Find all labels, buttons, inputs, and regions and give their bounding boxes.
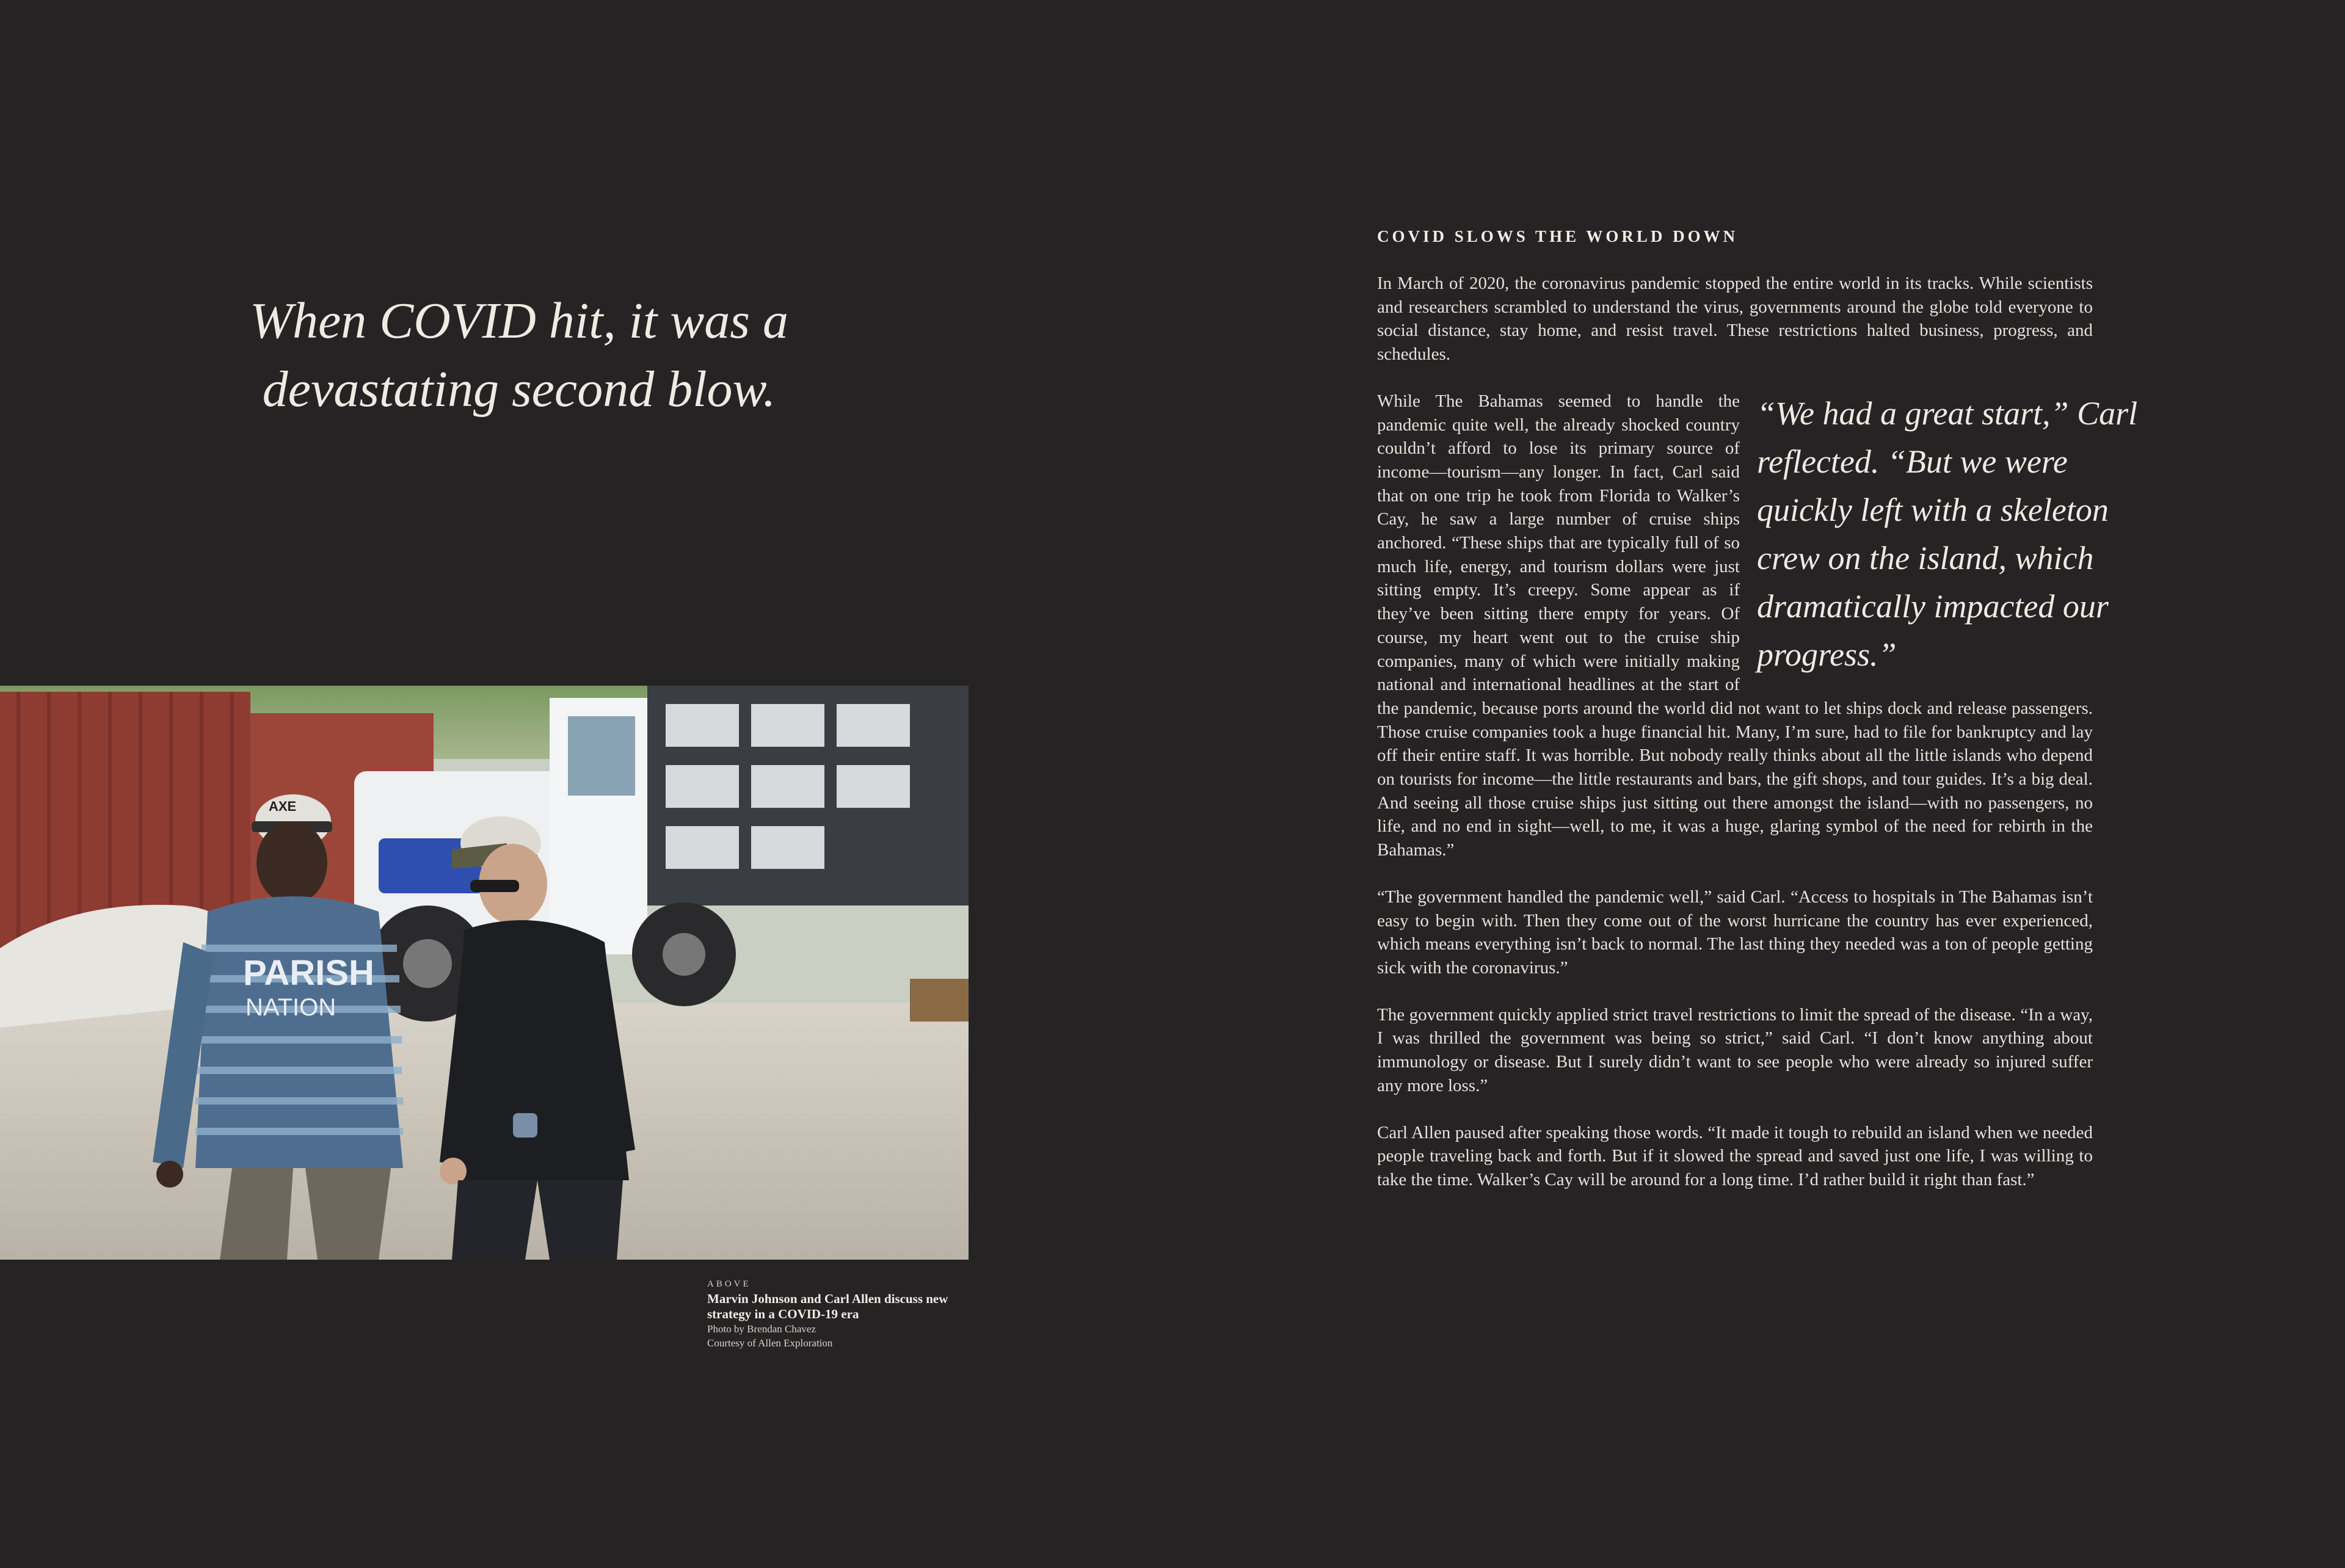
body-paragraph: Carl Allen paused after speaking those words. “It made it tough to rebuild an island when we needed people traveling back and forth. But if it slowed the spread and saved just one life, I was willing to take the time. Walker’s Cay will be around for a long time. I’d rather build it right than fast.” (1377, 1122, 2093, 1189)
caption-photo-credit: Photo by Brendan Chavez (707, 1323, 816, 1335)
cap-logo: AXE (269, 799, 297, 814)
body-paragraph: In March of 2020, the coronavirus pandemic stopped the entire world in its tracks. While scientists and researchers scrambled to understand the virus, governments around the globe told everyone to social distance, stay home, and resist travel. These restrictions halted business, progress, and schedules. (1377, 274, 2093, 365)
body-paragraph: While The Bahamas seemed to handle the pandemic quite well, the already shocked country couldn’t afford to lose its primary source of income—tourism—any longer. In fact, Carl said that on one trip he took from Florida to Walker’s Cay, he saw a large number of cruise ships anchored. “These ships that are typically full of so much life, energy, and tourism dollars were just sitting empty. It’s creepy. Some appear as if they’ve been sitting there empty for years. Of course, my heart went out to the cruise ship companies, many of which were initially making national and international headlines at the start of the pandemic, because ports around the world did not want to let ships dock and release passengers. Those cruise companies took a huge financial hit. Many, I’m sure, had to file for bankruptcy and lay off their entire staff. It was horrible. But nobody really thinks about all the little islands who depend on tourists for income—the little restaurants and bars, the gift shops, and tour guides. It’s a big deal. And seeing all those cruise ships just sitting out there amongst the island—with no passengers, no life, and no end in sight—well, to me, it was a huge, glaring symbol of the need for rebirth in the Bahamas.” (1377, 391, 2093, 860)
caption-title: Marvin Johnson and Carl Allen discuss new strategy in a COVID-19 era (707, 1291, 948, 1321)
right-pullquote: “We had a great start,” Carl reflected. “But we were quickly left with a skeleton crew on the island, which dramatically impacted our progress.” (1757, 394, 2138, 673)
article-body (1377, 272, 2138, 1215)
photo-illustration (0, 686, 969, 1260)
photo-caption (707, 1277, 970, 1350)
left-pullquote: When COVID hit, it was a devastating second blow. (250, 292, 788, 418)
section-heading: COVID SLOWS THE WORLD DOWN (1377, 227, 1739, 245)
caption-courtesy: Courtesy of Allen Exploration (707, 1337, 833, 1349)
hoodie-text: NATION (245, 994, 336, 1021)
body-paragraph: The government quickly applied strict travel restrictions to limit the spread of the disease. “In a way, I was thrilled the government was being so strict,” said Carl. “I don’t know anything about immunology or disease. But I surely didn’t want to see people who were already so injured suffer any more loss.” (1377, 1004, 2093, 1095)
body-paragraph: “The government handled the pandemic well,” said Carl. “Access to hospitals in The Bahamas isn’t easy to begin with. Then they come out of the worst hurricane the country has ever experienced, which means everything isn’t back to normal. The last thing they needed was a ton of people getting sick with the coronavirus.” (1377, 887, 2093, 978)
article-photo (0, 686, 969, 1260)
hoodie-text: PARISH (243, 953, 374, 993)
caption-kicker: ABOVE (707, 1279, 751, 1289)
